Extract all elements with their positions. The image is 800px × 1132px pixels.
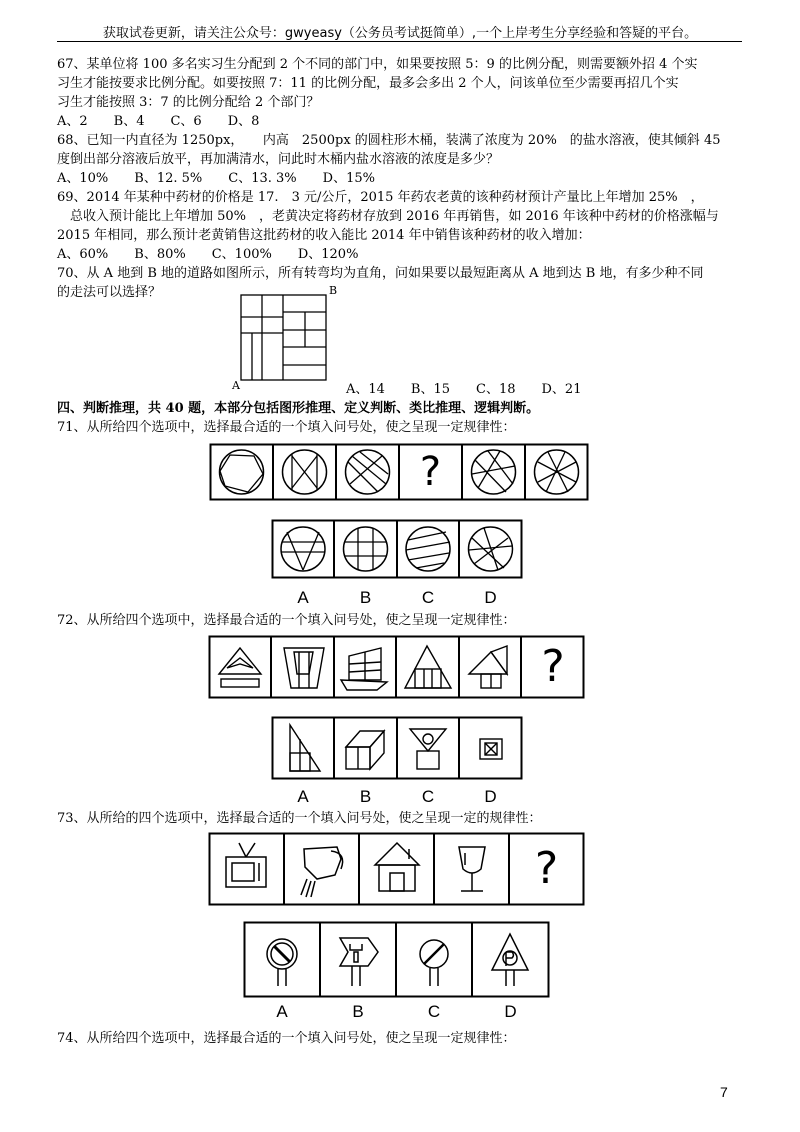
header-divider	[57, 41, 742, 42]
q72-text: 72、从所给四个选项中，选择最合适的一个填入问号处，使之呈现一定规律性：	[57, 613, 516, 628]
q70-line-2: 的走法可以选择？	[57, 285, 162, 300]
section-4-heading: 四、判断推理，共 40 题，本部分包括图形推理、定义判断、类比推理、逻辑判断。	[57, 401, 540, 416]
q69-line-2: 总收入预计能比上年增加 50% ，老黄决定将药材存放到 2016 年再销售，如 2016 年该种中药材的价格涨幅与	[57, 209, 719, 224]
q73-options-row	[244, 922, 549, 997]
q71-option-c-label: C	[421, 588, 435, 607]
q71-option-a-label: A	[297, 588, 309, 607]
q72-figure-5	[469, 646, 507, 688]
q73-option-d-figure	[492, 934, 528, 986]
q72-figure-4	[405, 646, 451, 688]
q71-option-d-figure	[469, 527, 513, 571]
q67-line-3: 习生才能按照 3：7 的比例分配给 2 个部门？	[57, 95, 320, 110]
q73-option-a-figure	[267, 939, 297, 986]
q69-line-3: 2015 年相同，那么预计老黄销售这批药材的收入能比 2014 年中销售该种药材的收入增加：	[57, 228, 591, 243]
q72-option-b-figure	[346, 731, 384, 769]
q73-question-mark: ?	[534, 843, 559, 894]
q70-road-map	[235, 285, 345, 395]
q72-figure-3	[341, 648, 387, 690]
q73-figure-1-tv	[226, 843, 266, 887]
q73-figure-3-house	[375, 843, 419, 891]
q71-figure-2	[283, 450, 327, 494]
q71-options-row	[272, 520, 522, 578]
q73-option-d-label: D	[504, 1002, 517, 1021]
q69-options: A、60% B、80% C、100% D、120%	[57, 247, 359, 262]
q72-option-d-label: D	[484, 787, 497, 806]
q72-figure-2	[284, 648, 324, 688]
q72-figure-1	[219, 648, 261, 687]
q70-label-a: A	[232, 379, 240, 392]
q73-option-c-figure	[420, 940, 448, 986]
q69-line-1: 69、2014 年某种中药材的价格是 17. 3 元/公斤，2015 年药农老黄的该种药材预计产量比上年增加 25% ，	[57, 190, 704, 205]
q73-option-b-label: B	[352, 1002, 364, 1021]
q72-option-b-label: B	[359, 787, 372, 806]
q71-option-d-label: D	[484, 588, 497, 607]
q72-question-mark: ?	[541, 641, 565, 692]
page-number: 7	[720, 1084, 728, 1100]
q71-figure-1	[220, 450, 264, 494]
q68-line-2: 度倒出部分溶液后放平，再加满清水，问此时木桶内盐水溶液的浓度是多少？	[57, 152, 500, 167]
q71-figure-6	[535, 450, 579, 494]
q73-figure-2-jug	[301, 847, 343, 897]
q71-option-b-label: B	[359, 588, 372, 607]
q71-figure-3	[346, 450, 390, 494]
q68-line-1: 68、已知一内直径为 1250px， 内高 2500px 的圆柱形木桶，装满了浓度为 20% 的盐水溶液，使其倾斜 45	[57, 133, 721, 148]
q73-text: 73、从所给的四个选项中，选择最合适的一个填入问号处，使之呈现一定的规律性：	[57, 811, 542, 826]
q71-option-a-figure	[281, 527, 325, 571]
q72-option-d-figure	[480, 739, 502, 759]
q72-option-c-label: C	[421, 787, 435, 806]
q73-figure-4-glass	[459, 847, 485, 891]
q72-option-a-label: A	[297, 787, 309, 806]
q73-option-b-figure	[340, 938, 378, 986]
q72-options-row	[272, 717, 522, 779]
q67-line-2: 习生才能按要求比例分配。如要按照 7：11 的比例分配，最多会多出 2 个人，问该单位至少需要再招几个实	[57, 76, 679, 91]
q71-option-c-figure	[406, 527, 450, 571]
q68-options: A、10% B、12. 5% C、13. 3% D、15%	[57, 171, 375, 186]
q67-options: A、2 B、4 C、6 D、8	[57, 114, 260, 129]
q71-option-b-figure	[344, 527, 388, 571]
q70-label-b: B	[329, 284, 338, 297]
q72-option-a-figure	[290, 725, 320, 771]
q70-options: A、14 B、15 C、18 D、21	[346, 382, 582, 397]
q72-option-c-figure	[410, 729, 446, 769]
q71-text: 71、从所给四个选项中，选择最合适的一个填入问号处，使之呈现一定规律性：	[57, 420, 516, 435]
q71-figure-5	[472, 450, 516, 494]
q74-text: 74、从所给四个选项中，选择最合适的一个填入问号处，使之呈现一定规律性：	[57, 1031, 516, 1046]
q71-question-mark: ?	[419, 449, 442, 495]
page-header: 获取试卷更新，请关注公众号：gwyeasy（公务员考试挺简单）,一个上岸考生分享经验和答疑的平台。	[102, 26, 698, 41]
q73-option-c-label: C	[427, 1002, 441, 1021]
q67-line-1: 67、某单位将 100 多名实习生分配到 2 个不同的部门中，如果要按照 5：9 的比例分配，则需要额外招 4 个实	[57, 57, 698, 72]
q73-option-a-label: A	[276, 1002, 288, 1021]
q70-line-1: 70、从 A 地到 B 地的道路如图所示，所有转弯均为直角，问如果要以最短距离从 A 地到达 B 地，有多少种不同	[57, 266, 704, 281]
